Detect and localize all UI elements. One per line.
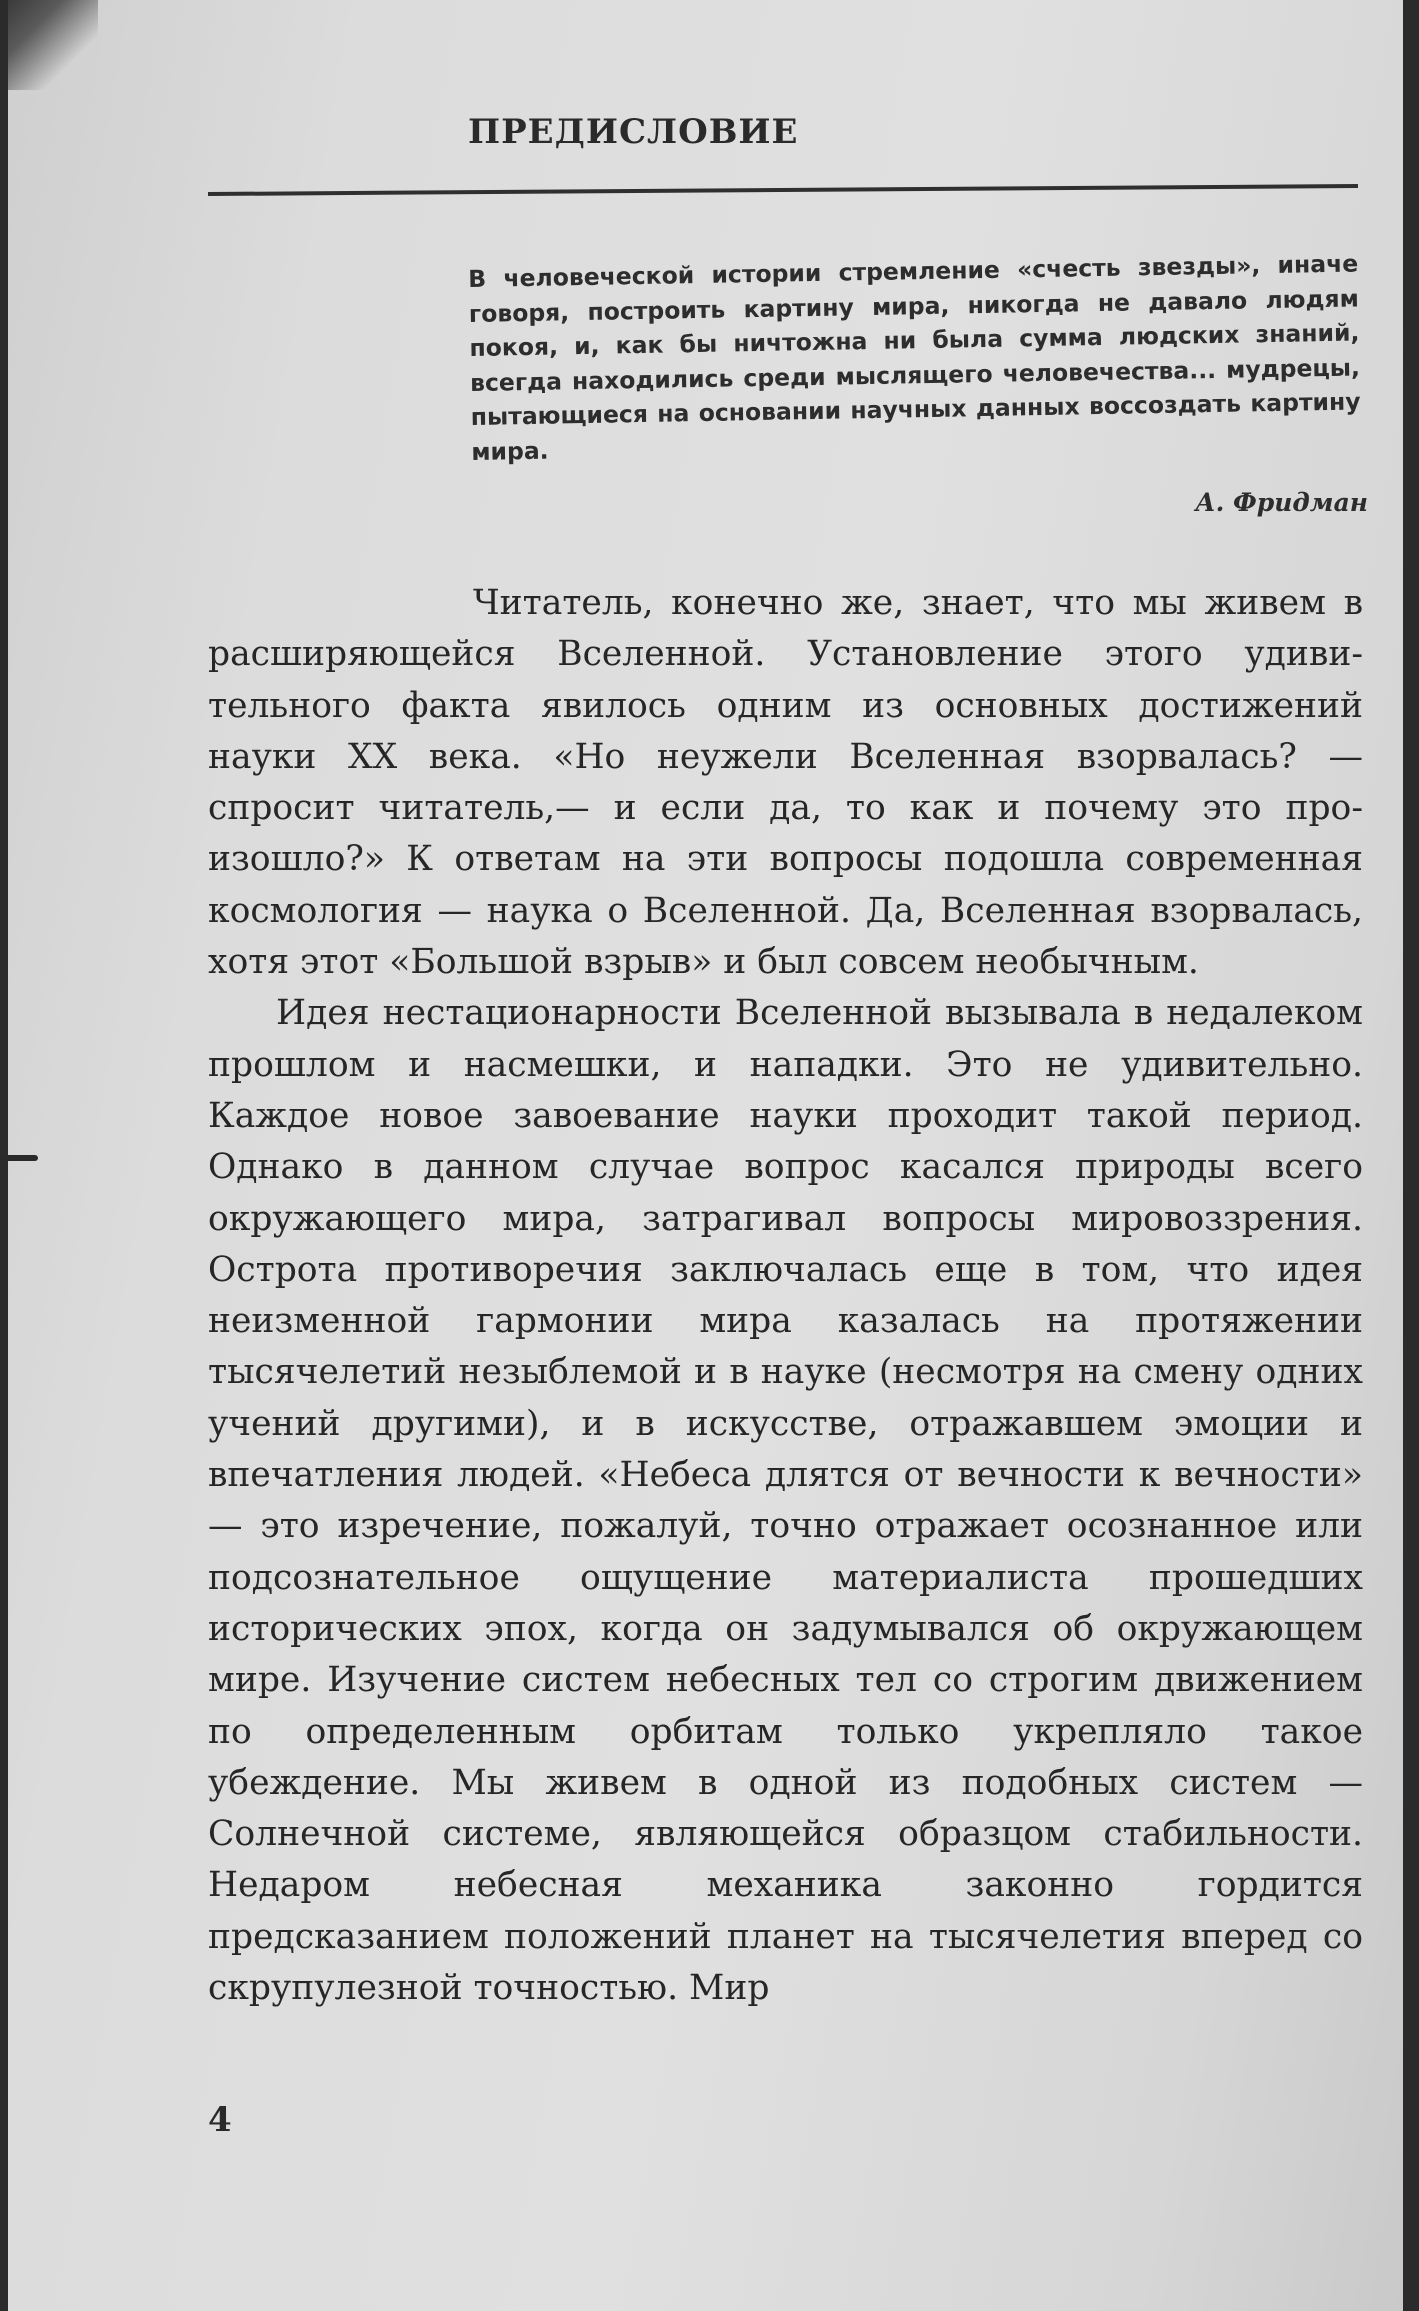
page-number: 4 bbox=[208, 2100, 232, 2140]
paragraph-2: Идея нестационарности Вселенной вызывала в недалеком прошлом и насмешки, и нападки. Это не удивительно. Каждое новое завоевание науки проходит такой период. Однако в данном случае вопрос касался природы всего окружающего мира, затрагивал вопросы мировоззрения. Острота противоречия заключалась еще в том, что идея неизменной гармонии мира казалась на протяжении тысячелетий незыблемой и в науке (несмотря на смену одних учений другими), и в искусстве, отражавшем эмоции и впечатления людей. «Небеса длятся от вечности к вечности» — это изречение, пожалуй, точно отражает осознанное или подсознательное ощущение материалиста прошедших исторических эпох, когда он задумывался об окружающем мире. Изучение систем небесных тел со строгим движением по определенным орбитам только укрепляло такое убеждение. Мы живем в одной из подобных систем — Солнечной системе, являющейся образцом стабильности. Недаром небесная механика законно гордится предсказанием положений планет на тысячелетия вперед со скрупулезной точностью. Мир bbox=[208, 993, 1363, 2009]
header-rule bbox=[208, 184, 1358, 196]
epigraph-text: В человеческой истории стремление «счесть звезды», иначе говоря, построить картину мира, никогда не давало людям покоя, и, как бы ничтожна ни была сумма людских знаний, всегда находились среди мыслящего человечества... мудрецы, пытающиеся на основании научных данных воссоздать картину мира. bbox=[468, 249, 1361, 466]
margin-mark bbox=[0, 1155, 38, 1161]
paragraph-1: Читатель, конечно же, знает, что мы живем в расширяющейся Вселенной. Установление этого удивительного факта явилось одним из основных достижений науки XX века. «Но неужели Вселенная взорвалась? — спросит читатель,— и если да, то как и почему это произошло?» К ответам на эти вопросы подошла современная космология — наука о Вселенной. Да, Вселенная взорвалась, хотя этот «Большой взрыв» и был совсем необычным. bbox=[208, 583, 1363, 983]
page-corner-shadow bbox=[8, 0, 98, 90]
body-text bbox=[208, 578, 1363, 2014]
chapter-title: ПРЕДИСЛОВИЕ bbox=[468, 112, 799, 152]
epigraph-author: А. Фридман bbox=[1195, 488, 1368, 517]
book-page bbox=[8, 0, 1403, 2311]
